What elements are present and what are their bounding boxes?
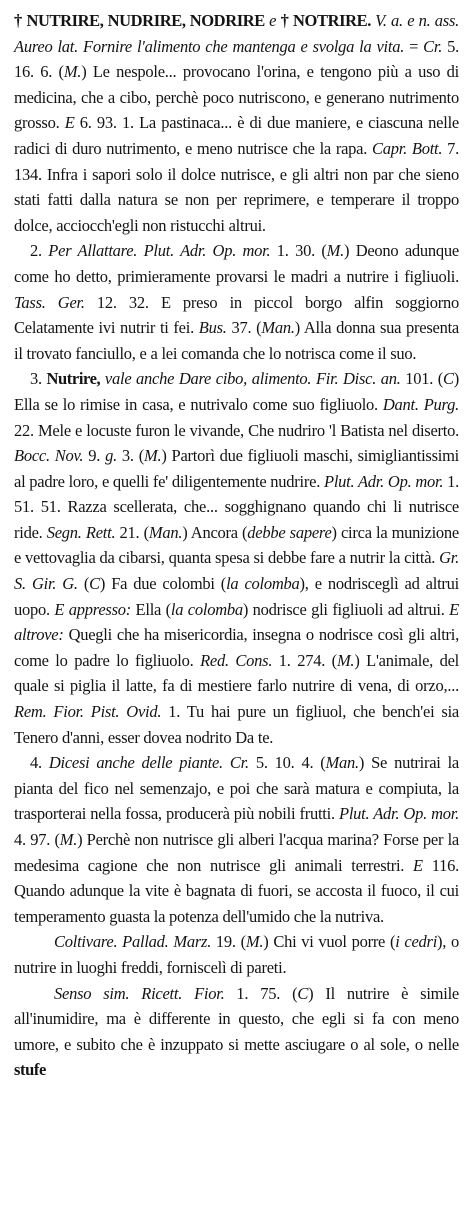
text-run: ) Se nutrirai la pianta del fico nel semenzajo, e poi che sarà matura e compiuta, la trasporterai nella fossa, producerà più nobili frutti. — [14, 753, 459, 824]
text-run: 19. ( — [211, 932, 246, 952]
italic-text: E — [64, 113, 75, 133]
bold-text: stufe — [14, 1060, 46, 1080]
text-run: 6. 93. 1. La pastinaca... è di due maniere, e ciascuna nelle radici di duro nutrimento, e meno nutrisce che la rapa. — [14, 113, 460, 158]
italic-text: vale anche Dare cibo, alimento. Fir. Disc. an. — [100, 369, 401, 389]
italic-text: Capr. Bott. — [372, 138, 443, 158]
text-run: ) Ancora ( — [182, 522, 248, 542]
text-run: ) Le nespole... provocano l'orina, e tengono più a uso di medicina, che a cibo, perchè poco nutriscono, e generano nutrimento grosso. — [14, 62, 460, 133]
text-run: ) Il nutrire è simile all'inumidire, ma è differente in questo, che egli si fa con meno umore, e subito che è inzuppato si mette asciugare o al sole, o nelle — [14, 983, 459, 1054]
italic-text: C — [297, 983, 309, 1003]
text-run: ) Alla donna sua presenta il trovato fanciullo, e a lei comanda che lo notrisca come il suo. — [14, 318, 460, 363]
text-run: ), o nutrire in luoghi freddi, forniscelì di pareti. — [14, 932, 459, 977]
italic-text: M. — [143, 446, 162, 466]
text-run: ) Perchè non nutrisce gli alberi l'acqua marina? Forse per la medesima cagione che non nutrisce gli animali terrestri. — [14, 830, 459, 875]
sense-coltivare-paragraph — [14, 929, 459, 980]
italic-text: debbe sapere — [247, 522, 332, 542]
bold-text: † NUTRIRE, NUDRIRE, NODRIRE — [14, 11, 265, 30]
text-run: 1. 75. ( — [224, 983, 298, 1003]
italic-text: i cedri — [395, 932, 438, 952]
italic-text: M. — [63, 62, 82, 82]
entry-headword-paragraph — [14, 8, 459, 238]
sense-2-paragraph — [14, 238, 459, 366]
text-run: ( — [77, 574, 90, 594]
text-run: 5. 16. 6. ( — [14, 36, 459, 82]
text-run: 1. 30. ( — [270, 241, 327, 261]
text-run: 21. ( — [115, 522, 149, 542]
italic-text: Man. — [261, 318, 295, 338]
italic-text: C — [443, 369, 454, 389]
text-run: 1. 274. ( — [272, 650, 337, 670]
text-run: ), e nodrisceglì ad altrui uopo. — [14, 574, 459, 619]
italic-text: Gr. S. Gir. G. — [14, 548, 459, 594]
italic-text: M. — [245, 932, 264, 952]
italic-text: Tass. Ger. — [14, 292, 85, 312]
italic-text: g. — [105, 446, 117, 466]
text-run: 4. — [30, 753, 49, 773]
italic-text: e — [264, 11, 281, 30]
text-run: = — [404, 36, 424, 56]
text-run: 116. Quando adunque la vite è bagnata di fuori, se accosta il fuoco, il cui temperamento guasta la potenza dell'umido che la nutriva. — [14, 855, 459, 926]
text-run: ) circa la munizione e vettovaglia da cibarsi, quanta spesa si debbe fare a nutrir la città. — [14, 522, 459, 568]
text-run: ) Deono adunque come ho detto, primieramente provarsi le madri a nutrire i figliuoli. — [14, 241, 460, 286]
italic-text: Man. — [148, 522, 183, 542]
sense-3-paragraph — [14, 366, 459, 750]
italic-text: E appresso: — [54, 599, 132, 619]
italic-text: Bus. — [198, 318, 227, 338]
italic-text: M. — [336, 650, 355, 670]
text-run: ) nodrisce gli figliuoli ad altrui. — [242, 599, 450, 619]
italic-text: M. — [59, 830, 78, 849]
text-run: ) Partorì due figliuoli maschi, simigliantissimi al padre loro, e quelli fe' diligentemente nudrire. — [14, 446, 459, 491]
text-run: Quegli che ha misericordia, insegna o nodrisce così gli altri, come lo padre lo figliuolo. — [14, 625, 459, 670]
italic-text: C — [89, 574, 100, 594]
italic-text: E — [413, 855, 423, 875]
bold-text: † NOTRIRE. — [280, 11, 376, 30]
italic-text: Plut. Adr. Op. mor. — [338, 804, 459, 824]
text-run: ) L'animale, del quale si piglia il latte, fa di mestiere farlo nutrire di vena, di orzo,... — [14, 650, 459, 696]
text-run: 5. 10. 4. ( — [248, 753, 326, 773]
italic-text: M. — [326, 241, 345, 261]
italic-text: E altrove: — [14, 599, 459, 645]
sense-simile-paragraph — [14, 981, 459, 1083]
text-run: 1. Tu hai pure un figliuol, che bench'ei sia Tenero d'anni, esser dovea nodrito Da te. — [14, 702, 459, 747]
italic-text: Man. — [325, 753, 359, 773]
italic-text: Bocc. Nov. — [14, 446, 84, 466]
italic-text: Plut. Adr. Op. mor. — [323, 471, 444, 491]
bold-text: Nutrire, — [46, 369, 101, 389]
italic-text: Rem. Fior. Pist. Ovid. — [14, 702, 162, 722]
italic-text: Dant. Purg. — [382, 394, 459, 414]
italic-text: la colomba — [226, 574, 300, 594]
italic-text: Senso sim. Ricett. Fior. — [54, 983, 225, 1003]
text-run: 22. Mele e locuste furon le vivande, Che nudriro 'l Batista nel diserto. — [14, 420, 459, 440]
text-run: 2. — [30, 241, 49, 261]
text-run: 101. ( — [400, 369, 443, 389]
italic-text: Coltivare. Pallad. Marz. — [54, 932, 212, 952]
text-run: ) Ella se lo rimise in casa, e nutrivalo come suo figliuolo. — [14, 369, 460, 414]
text-run: 7. 134. Infra i sapori solo il dolce nutrisce, e gli altri non par che sieno stati fatti dalla natura se non per reprimere, e temperare il troppo dolce, acciocch'egli non ristucchi altrui. — [14, 138, 460, 235]
italic-text: la colomba — [170, 599, 243, 619]
text-run: 3. ( — [116, 446, 144, 466]
text-run: 9. — [83, 446, 106, 466]
text-run: Ella ( — [131, 599, 171, 619]
italic-text: Per Allattare. Plut. Adr. Op. mor. — [48, 241, 271, 261]
italic-text: V. a. e n. ass. Aureo lat. Fornire l'alimento che mantenga e svolga la vita. — [14, 11, 459, 56]
text-run: ) Chi vi vuol porre ( — [263, 932, 396, 952]
text-run: 37. ( — [226, 318, 262, 338]
italic-text: Cr. — [423, 36, 443, 56]
text-run: 1. 51. 51. Razza scellerata, che... sogghignano quando chi li nutrisce ride. — [14, 471, 460, 542]
text-run: 3. — [30, 369, 47, 389]
italic-text: Segn. Rett. — [46, 522, 116, 542]
text-run: ) Fa due colombi ( — [99, 574, 227, 594]
text-run: 4. 97. ( — [14, 830, 60, 849]
sense-4-paragraph — [14, 750, 459, 929]
italic-text: Red. Cons. — [200, 650, 273, 670]
text-run: 12. 32. E preso in piccol borgo alfin soggiorno Celatamente ivi nutrir ti fei. — [14, 292, 460, 338]
italic-text: Dicesi anche delle piante. Cr. — [48, 753, 249, 773]
